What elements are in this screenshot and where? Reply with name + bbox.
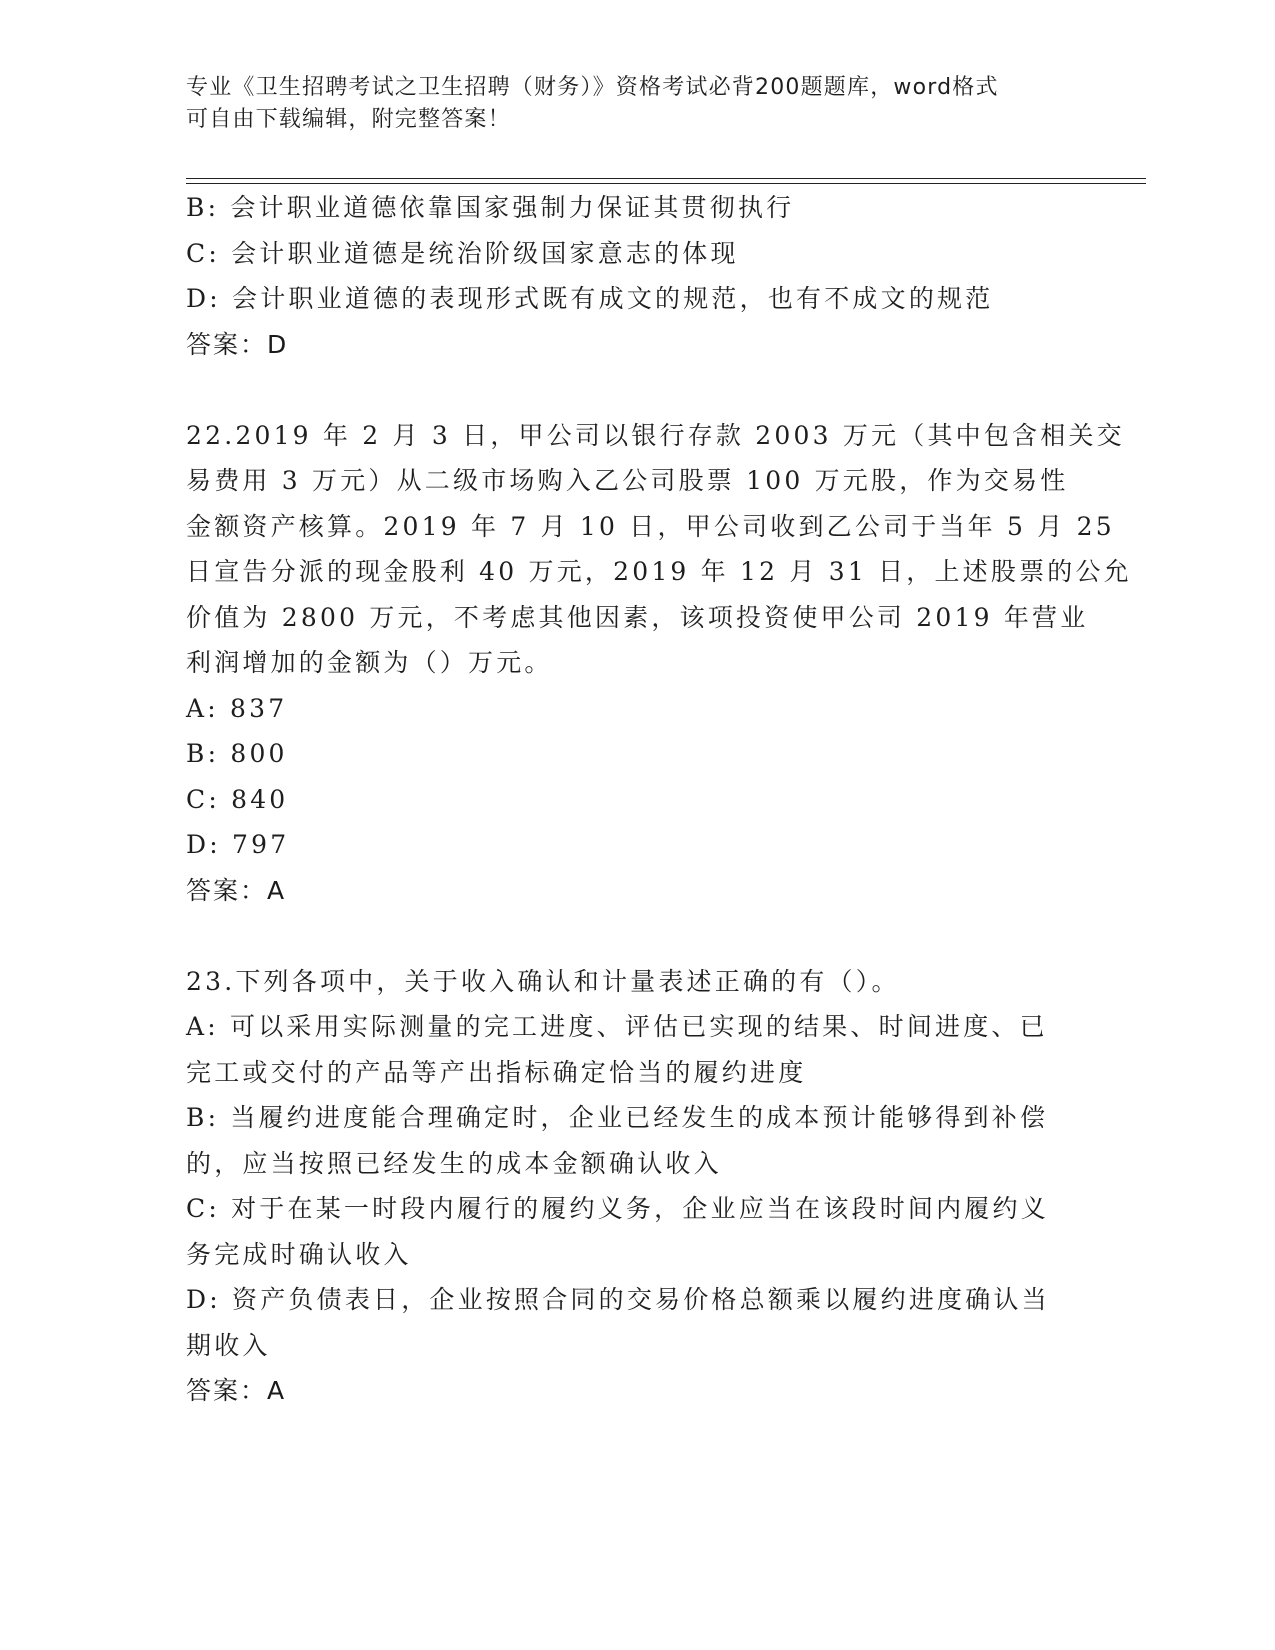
header-divider-top <box>186 178 1146 179</box>
document-body <box>186 185 1132 1414</box>
option-d: D: 797 <box>186 830 290 859</box>
option-d-line-2: 期收入 <box>186 1330 271 1360</box>
question-stem-line: 22.2019 年 2 月 3 日，甲公司以银行存款 2003 万元（其中包含相关交 <box>186 420 1125 450</box>
option-b: B: 800 <box>186 739 288 768</box>
question-21-continued <box>186 185 1086 367</box>
option-a: A: 837 <box>186 693 288 723</box>
option-c-line-1: C: 对于在某一时段内履行的履约义务，企业应当在该段时间内履约义 <box>186 1194 1049 1223</box>
option-c: C: 840 <box>186 784 289 814</box>
question-stem-line: 易费用 3 万元）从二级市场购入乙公司股票 100 万元股，作为交易性 <box>186 466 1069 495</box>
spacer <box>186 913 1086 959</box>
header-line-2: 可自由下载编辑，附完整答案！ <box>186 107 511 132</box>
question-stem-line: 日宣告分派的现金股利 40 万元，2019 年 12 月 31 日，上述股票的公允 <box>186 557 1132 586</box>
document-header <box>186 72 1066 136</box>
option-d: D: 会计职业道德的表现形式既有成文的规范，也有不成文的规范 <box>186 284 994 313</box>
option-a-line-1: A: 可以采用实际测量的完工进度、评估已实现的结果、时间进度、已 <box>186 1012 1048 1041</box>
option-b-line-1: B: 当履约进度能合理确定时，企业已经发生的成本预计能够得到补偿 <box>186 1103 1049 1132</box>
header-line-1: 专业《卫生招聘考试之卫生招聘（财务）》资格考试必背200题题库，word格式 <box>186 75 999 100</box>
question-stem-line: 利润增加的金额为（）万元。 <box>186 648 553 677</box>
option-c: C: 会计职业道德是统治阶级国家意志的体现 <box>186 238 739 268</box>
option-b-line-2: 的，应当按照已经发生的成本金额确认收入 <box>186 1148 722 1178</box>
answer-label: 答案：D <box>186 329 289 359</box>
question-stem-line: 23.下列各项中，关于收入确认和计量表述正确的有（）。 <box>186 966 900 996</box>
option-a-line-2: 完工或交付的产品等产出指标确定恰当的履约进度 <box>186 1057 807 1087</box>
question-22 <box>186 413 1132 914</box>
header-divider-bottom <box>186 183 1146 184</box>
option-b: B: 会计职业道德依靠国家强制力保证其贯彻执行 <box>186 193 795 222</box>
question-23 <box>186 959 1086 1414</box>
option-d-line-1: D: 资产负债表日，企业按照合同的交易价格总额乘以履约进度确认当 <box>186 1285 1050 1314</box>
option-c-line-2: 务完成时确认收入 <box>186 1239 412 1269</box>
answer-label: 答案：A <box>186 1376 287 1405</box>
answer-label: 答案：A <box>186 875 287 905</box>
question-stem-line: 价值为 2800 万元，不考虑其他因素，该项投资使甲公司 2019 年营业 <box>186 602 1089 632</box>
question-stem-line: 金额资产核算。2019 年 7 月 10 日，甲公司收到乙公司于当年 5 月 25 <box>186 511 1115 541</box>
spacer <box>186 367 1086 413</box>
